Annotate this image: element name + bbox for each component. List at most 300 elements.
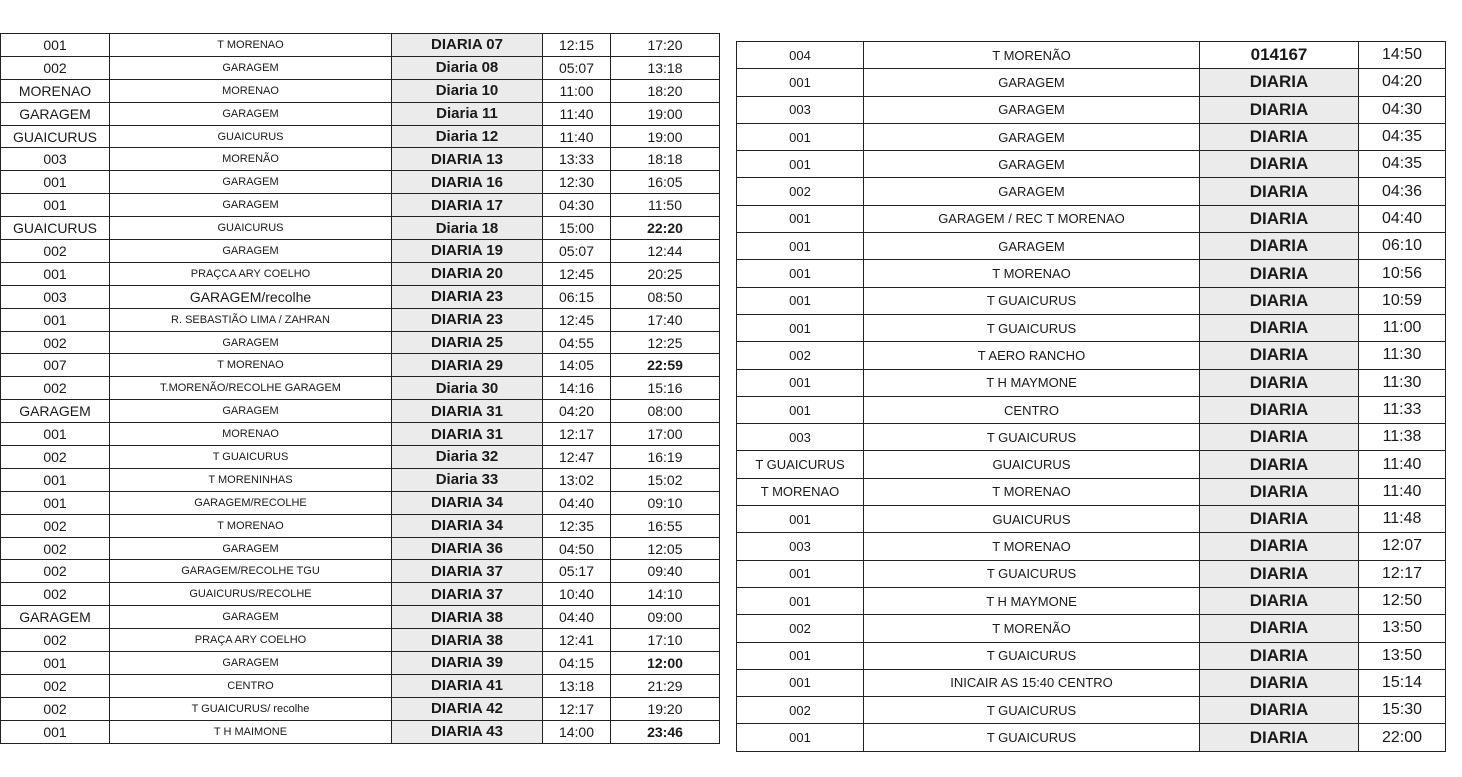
table-row	[737, 396, 1446, 423]
diaria-cell: DIARIA 20	[392, 262, 543, 285]
diaria-cell: DIARIA	[1200, 451, 1359, 478]
location-cell: T GUAICURUS	[864, 560, 1200, 587]
end-time-cell: 09:10	[611, 491, 720, 514]
time-cell: 04:20	[1359, 69, 1446, 96]
location-cell: INICAIR AS 15:40 CENTRO	[864, 669, 1200, 696]
end-time-cell: 14:10	[611, 583, 720, 606]
table-row	[1, 56, 720, 79]
location-cell: PRAÇCA ARY COELHO	[110, 262, 392, 285]
start-time-cell: 04:20	[543, 400, 611, 423]
time-cell: 04:36	[1359, 178, 1446, 205]
location-cell: T MORENINHAS	[110, 468, 392, 491]
table-row	[737, 151, 1446, 178]
diaria-cell: Diaria 08	[392, 56, 543, 79]
location-cell: MORENÃO	[110, 148, 392, 171]
location-cell: GARAGEM	[110, 537, 392, 560]
location-cell: GARAGEM	[110, 400, 392, 423]
route-code-cell: 001	[1, 491, 110, 514]
route-code-cell: 002	[1, 537, 110, 560]
time-cell: 11:33	[1359, 396, 1446, 423]
table-row	[1, 514, 720, 537]
end-time-cell: 17:20	[611, 34, 720, 57]
table-row	[1, 674, 720, 697]
time-cell: 12:07	[1359, 533, 1446, 560]
route-code-cell: 002	[1, 331, 110, 354]
start-time-cell: 12:30	[543, 171, 611, 194]
end-time-cell: 19:20	[611, 697, 720, 720]
table-row	[1, 400, 720, 423]
start-time-cell: 06:15	[543, 285, 611, 308]
diaria-cell: DIARIA 34	[392, 491, 543, 514]
route-code-cell: 002	[737, 342, 864, 369]
diaria-cell: DIARIA	[1200, 587, 1359, 614]
route-code-cell: 002	[1, 583, 110, 606]
table-row	[1, 354, 720, 377]
table-row	[737, 69, 1446, 96]
end-time-cell: 09:40	[611, 560, 720, 583]
location-cell: GARAGEM	[110, 652, 392, 675]
diaria-cell: DIARIA 23	[392, 285, 543, 308]
route-code-cell: 002	[737, 615, 864, 642]
table-row	[1, 606, 720, 629]
table-row	[737, 533, 1446, 560]
location-cell: MORENAO	[110, 423, 392, 446]
location-cell: GARAGEM / REC T MORENAO	[864, 205, 1200, 232]
route-code-cell: 001	[737, 151, 864, 178]
location-cell: T H MAYMONE	[864, 587, 1200, 614]
time-cell: 12:50	[1359, 587, 1446, 614]
table-row	[737, 342, 1446, 369]
table-row	[1, 560, 720, 583]
table-row	[737, 451, 1446, 478]
location-cell: GARAGEM	[110, 240, 392, 263]
location-cell: T AERO RANCHO	[864, 342, 1200, 369]
diaria-cell: DIARIA 41	[392, 674, 543, 697]
table-row	[1, 148, 720, 171]
route-code-cell: 001	[737, 506, 864, 533]
table-row	[1, 102, 720, 125]
location-cell: GARAGEM	[110, 56, 392, 79]
table-row	[1, 331, 720, 354]
time-cell: 04:35	[1359, 151, 1446, 178]
route-code-cell: 002	[1, 674, 110, 697]
route-code-cell: 002	[1, 377, 110, 400]
table-row	[1, 423, 720, 446]
route-code-cell: 002	[1, 56, 110, 79]
end-time-cell: 12:00	[611, 652, 720, 675]
diaria-cell: DIARIA 31	[392, 400, 543, 423]
end-time-cell: 19:00	[611, 125, 720, 148]
route-code-cell: 001	[737, 287, 864, 314]
end-time-cell: 17:40	[611, 308, 720, 331]
start-time-cell: 12:17	[543, 423, 611, 446]
table-row	[737, 205, 1446, 232]
table-row	[737, 314, 1446, 341]
start-time-cell: 14:05	[543, 354, 611, 377]
table-row	[1, 697, 720, 720]
table-row	[1, 240, 720, 263]
diaria-cell: DIARIA 43	[392, 720, 543, 743]
start-time-cell: 12:45	[543, 262, 611, 285]
location-cell: GARAGEM	[110, 331, 392, 354]
time-cell: 04:40	[1359, 205, 1446, 232]
diaria-cell: DIARIA	[1200, 123, 1359, 150]
start-time-cell: 04:55	[543, 331, 611, 354]
location-cell: GARAGEM	[864, 96, 1200, 123]
table-row	[737, 669, 1446, 696]
diaria-cell: 014167	[1200, 42, 1359, 69]
start-time-cell: 12:45	[543, 308, 611, 331]
location-cell: CENTRO	[864, 396, 1200, 423]
start-time-cell: 12:17	[543, 697, 611, 720]
route-code-cell: 001	[1, 34, 110, 57]
table-row	[737, 287, 1446, 314]
location-cell: GARAGEM	[864, 178, 1200, 205]
diaria-cell: DIARIA 25	[392, 331, 543, 354]
route-code-cell: 007	[1, 354, 110, 377]
diaria-cell: DIARIA 42	[392, 697, 543, 720]
table-row	[737, 615, 1446, 642]
route-code-cell: GARAGEM	[1, 606, 110, 629]
end-time-cell: 21:29	[611, 674, 720, 697]
table-row	[737, 424, 1446, 451]
time-cell: 11:30	[1359, 342, 1446, 369]
location-cell: T GUAICURUS	[864, 424, 1200, 451]
start-time-cell: 14:16	[543, 377, 611, 400]
route-code-cell: 002	[1, 697, 110, 720]
diaria-cell: DIARIA 31	[392, 423, 543, 446]
diaria-cell: DIARIA	[1200, 233, 1359, 260]
time-cell: 04:35	[1359, 123, 1446, 150]
route-code-cell: GARAGEM	[1, 400, 110, 423]
location-cell: CENTRO	[110, 674, 392, 697]
left-schedule-table	[0, 33, 720, 744]
end-time-cell: 17:00	[611, 423, 720, 446]
diaria-cell: DIARIA	[1200, 287, 1359, 314]
start-time-cell: 04:15	[543, 652, 611, 675]
end-time-cell: 12:44	[611, 240, 720, 263]
table-row	[1, 217, 720, 240]
location-cell: T MORENAO	[110, 514, 392, 537]
route-code-cell: 001	[737, 587, 864, 614]
diaria-cell: DIARIA	[1200, 560, 1359, 587]
location-cell: T MORENAO	[110, 354, 392, 377]
start-time-cell: 13:33	[543, 148, 611, 171]
diaria-cell: DIARIA 29	[392, 354, 543, 377]
location-cell: GUAICURUS/RECOLHE	[110, 583, 392, 606]
end-time-cell: 17:10	[611, 629, 720, 652]
table-row	[1, 629, 720, 652]
table-row	[1, 537, 720, 560]
diaria-cell: DIARIA 07	[392, 34, 543, 57]
time-cell: 11:00	[1359, 314, 1446, 341]
route-code-cell: 002	[1, 560, 110, 583]
diaria-cell: DIARIA 34	[392, 514, 543, 537]
end-time-cell: 08:00	[611, 400, 720, 423]
time-cell: 11:48	[1359, 506, 1446, 533]
table-row	[1, 583, 720, 606]
diaria-cell: DIARIA	[1200, 314, 1359, 341]
time-cell: 12:17	[1359, 560, 1446, 587]
diaria-cell: Diaria 32	[392, 446, 543, 469]
end-time-cell: 18:20	[611, 79, 720, 102]
right-table-body	[737, 42, 1446, 752]
location-cell: GARAGEM	[864, 123, 1200, 150]
route-code-cell: GARAGEM	[1, 102, 110, 125]
table-row	[1, 194, 720, 217]
start-time-cell: 15:00	[543, 217, 611, 240]
end-time-cell: 08:50	[611, 285, 720, 308]
start-time-cell: 12:35	[543, 514, 611, 537]
location-cell: GUAICURUS	[864, 506, 1200, 533]
diaria-cell: Diaria 12	[392, 125, 543, 148]
table-row	[737, 96, 1446, 123]
location-cell: T MORENAO	[864, 533, 1200, 560]
route-code-cell: 002	[737, 697, 864, 724]
location-cell: PRAÇA ARY COELHO	[110, 629, 392, 652]
table-row	[737, 697, 1446, 724]
diaria-cell: DIARIA 16	[392, 171, 543, 194]
end-time-cell: 16:05	[611, 171, 720, 194]
start-time-cell: 04:50	[543, 537, 611, 560]
end-time-cell: 11:50	[611, 194, 720, 217]
left-table-body	[1, 34, 720, 744]
diaria-cell: DIARIA	[1200, 533, 1359, 560]
start-time-cell: 05:07	[543, 56, 611, 79]
location-cell: GARAGEM	[864, 151, 1200, 178]
route-code-cell: 001	[737, 396, 864, 423]
location-cell: GARAGEM	[864, 69, 1200, 96]
table-row	[1, 446, 720, 469]
time-cell: 10:59	[1359, 287, 1446, 314]
end-time-cell: 20:25	[611, 262, 720, 285]
time-cell: 06:10	[1359, 233, 1446, 260]
table-row	[1, 377, 720, 400]
route-code-cell: 001	[1, 171, 110, 194]
location-cell: GARAGEM	[864, 233, 1200, 260]
route-code-cell: 001	[1, 468, 110, 491]
time-cell: 15:30	[1359, 697, 1446, 724]
diaria-cell: DIARIA	[1200, 506, 1359, 533]
time-cell: 10:56	[1359, 260, 1446, 287]
time-cell: 11:30	[1359, 369, 1446, 396]
location-cell: T MORENÃO	[864, 615, 1200, 642]
diaria-cell: DIARIA	[1200, 697, 1359, 724]
time-cell: 15:14	[1359, 669, 1446, 696]
diaria-cell: DIARIA	[1200, 642, 1359, 669]
table-row	[737, 42, 1446, 69]
location-cell: T H MAYMONE	[864, 369, 1200, 396]
location-cell: GARAGEM	[110, 606, 392, 629]
time-cell: 04:30	[1359, 96, 1446, 123]
location-cell: T GUAICURUS	[864, 724, 1200, 751]
end-time-cell: 13:18	[611, 56, 720, 79]
route-code-cell: 001	[737, 724, 864, 751]
diaria-cell: Diaria 18	[392, 217, 543, 240]
location-cell: T MORENAO	[864, 260, 1200, 287]
route-code-cell: 001	[737, 560, 864, 587]
table-row	[1, 79, 720, 102]
location-cell: T GUAICURUS	[864, 314, 1200, 341]
table-row	[737, 369, 1446, 396]
right-schedule-table	[736, 41, 1446, 752]
table-row	[737, 642, 1446, 669]
end-time-cell: 16:55	[611, 514, 720, 537]
table-row	[1, 285, 720, 308]
diaria-cell: DIARIA	[1200, 369, 1359, 396]
route-code-cell: 001	[737, 314, 864, 341]
diaria-cell: DIARIA 13	[392, 148, 543, 171]
route-code-cell: 002	[1, 446, 110, 469]
route-code-cell: 002	[737, 178, 864, 205]
start-time-cell: 04:30	[543, 194, 611, 217]
route-code-cell: 004	[737, 42, 864, 69]
start-time-cell: 04:40	[543, 606, 611, 629]
start-time-cell: 05:07	[543, 240, 611, 263]
diaria-cell: DIARIA	[1200, 205, 1359, 232]
table-row	[737, 178, 1446, 205]
diaria-cell: DIARIA	[1200, 342, 1359, 369]
route-code-cell: 001	[1, 194, 110, 217]
end-time-cell: 19:00	[611, 102, 720, 125]
table-row	[1, 125, 720, 148]
route-code-cell: 003	[1, 148, 110, 171]
start-time-cell: 11:40	[543, 125, 611, 148]
route-code-cell: 003	[737, 424, 864, 451]
diaria-cell: DIARIA 38	[392, 606, 543, 629]
route-code-cell: 001	[737, 205, 864, 232]
route-code-cell: 001	[737, 669, 864, 696]
diaria-cell: DIARIA	[1200, 724, 1359, 751]
diaria-cell: DIARIA	[1200, 478, 1359, 505]
location-cell: R. SEBASTIÃO LIMA / ZAHRAN	[110, 308, 392, 331]
diaria-cell: DIARIA 36	[392, 537, 543, 560]
diaria-cell: DIARIA 38	[392, 629, 543, 652]
location-cell: GARAGEM/recolhe	[110, 285, 392, 308]
route-code-cell: 001	[1, 423, 110, 446]
location-cell: GARAGEM	[110, 171, 392, 194]
diaria-cell: DIARIA	[1200, 424, 1359, 451]
table-row	[1, 308, 720, 331]
table-row	[737, 233, 1446, 260]
route-code-cell: 002	[1, 514, 110, 537]
route-code-cell: GUAICURUS	[1, 125, 110, 148]
route-code-cell: 001	[737, 260, 864, 287]
end-time-cell: 22:59	[611, 354, 720, 377]
time-cell: 13:50	[1359, 642, 1446, 669]
route-code-cell: MORENAO	[1, 79, 110, 102]
location-cell: T GUAICURUS	[864, 642, 1200, 669]
route-code-cell: 001	[737, 642, 864, 669]
table-row	[737, 506, 1446, 533]
location-cell: T GUAICURUS	[110, 446, 392, 469]
diaria-cell: DIARIA 39	[392, 652, 543, 675]
location-cell: T MORENÃO	[864, 42, 1200, 69]
diaria-cell: Diaria 30	[392, 377, 543, 400]
time-cell: 11:40	[1359, 451, 1446, 478]
time-cell: 11:40	[1359, 478, 1446, 505]
diaria-cell: DIARIA 37	[392, 560, 543, 583]
route-code-cell: 001	[737, 69, 864, 96]
end-time-cell: 16:19	[611, 446, 720, 469]
location-cell: GUAICURUS	[110, 125, 392, 148]
table-row	[737, 478, 1446, 505]
location-cell: T MORENAO	[110, 34, 392, 57]
diaria-cell: DIARIA	[1200, 396, 1359, 423]
table-row	[737, 560, 1446, 587]
start-time-cell: 14:00	[543, 720, 611, 743]
location-cell: GARAGEM	[110, 102, 392, 125]
end-time-cell: 12:05	[611, 537, 720, 560]
route-code-cell: 001	[1, 720, 110, 743]
start-time-cell: 11:00	[543, 79, 611, 102]
diaria-cell: DIARIA	[1200, 669, 1359, 696]
end-time-cell: 23:46	[611, 720, 720, 743]
time-cell: 11:38	[1359, 424, 1446, 451]
table-row	[737, 587, 1446, 614]
location-cell: MORENAO	[110, 79, 392, 102]
location-cell: T GUAICURUS	[864, 287, 1200, 314]
route-code-cell: 001	[1, 262, 110, 285]
end-time-cell: 15:16	[611, 377, 720, 400]
route-code-cell: GUAICURUS	[1, 217, 110, 240]
start-time-cell: 12:41	[543, 629, 611, 652]
table-row	[1, 720, 720, 743]
route-code-cell: 001	[737, 369, 864, 396]
diaria-cell: DIARIA 23	[392, 308, 543, 331]
end-time-cell: 22:20	[611, 217, 720, 240]
start-time-cell: 05:17	[543, 560, 611, 583]
diaria-cell: DIARIA 19	[392, 240, 543, 263]
route-code-cell: 003	[1, 285, 110, 308]
diaria-cell: Diaria 10	[392, 79, 543, 102]
route-code-cell: 003	[737, 533, 864, 560]
table-row	[1, 262, 720, 285]
table-row	[1, 468, 720, 491]
route-code-cell: 003	[737, 96, 864, 123]
route-code-cell: 001	[1, 308, 110, 331]
route-code-cell: 002	[1, 240, 110, 263]
location-cell: GARAGEM/RECOLHE	[110, 491, 392, 514]
time-cell: 13:50	[1359, 615, 1446, 642]
diaria-cell: DIARIA	[1200, 151, 1359, 178]
location-cell: T H MAIMONE	[110, 720, 392, 743]
table-row	[1, 652, 720, 675]
route-code-cell: 001	[1, 652, 110, 675]
diaria-cell: DIARIA	[1200, 260, 1359, 287]
end-time-cell: 12:25	[611, 331, 720, 354]
diaria-cell: Diaria 33	[392, 468, 543, 491]
location-cell: T GUAICURUS/ recolhe	[110, 697, 392, 720]
table-row	[1, 491, 720, 514]
location-cell: T.MORENÃO/RECOLHE GARAGEM	[110, 377, 392, 400]
time-cell: 14:50	[1359, 42, 1446, 69]
location-cell: GUAICURUS	[864, 451, 1200, 478]
end-time-cell: 09:00	[611, 606, 720, 629]
start-time-cell: 10:40	[543, 583, 611, 606]
location-cell: T MORENAO	[864, 478, 1200, 505]
end-time-cell: 18:18	[611, 148, 720, 171]
diaria-cell: DIARIA	[1200, 178, 1359, 205]
route-code-cell: T GUAICURUS	[737, 451, 864, 478]
start-time-cell: 12:15	[543, 34, 611, 57]
diaria-cell: DIARIA	[1200, 96, 1359, 123]
table-row	[737, 123, 1446, 150]
start-time-cell: 13:18	[543, 674, 611, 697]
location-cell: GARAGEM/RECOLHE TGU	[110, 560, 392, 583]
diaria-cell: DIARIA	[1200, 615, 1359, 642]
table-row	[737, 724, 1446, 751]
